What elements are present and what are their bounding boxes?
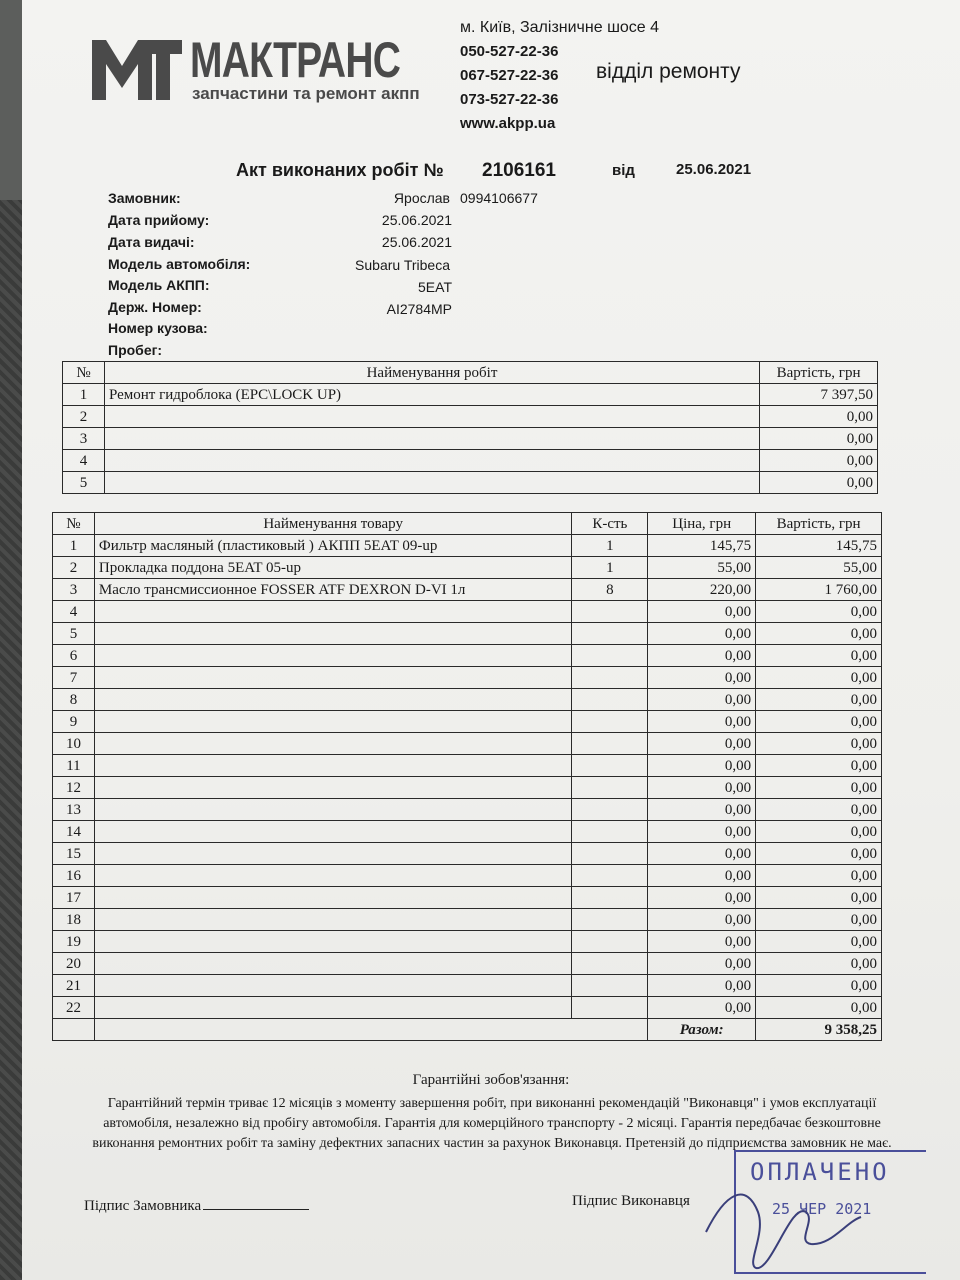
works-cell-cost: 0,00 — [760, 428, 878, 450]
goods-cell-price: 0,00 — [648, 843, 756, 865]
works-row — [63, 406, 878, 428]
goods-cell-qty — [572, 953, 648, 975]
goods-row — [53, 601, 882, 623]
goods-cell-qty — [572, 711, 648, 733]
goods-cell-name — [94, 953, 572, 975]
goods-cell-no: 14 — [53, 821, 95, 843]
goods-cell-cost: 0,00 — [756, 777, 882, 799]
works-header-row — [63, 362, 878, 384]
goods-row — [53, 535, 882, 557]
goods-cell-name — [94, 755, 572, 777]
goods-cell-qty: 1 — [572, 557, 648, 579]
goods-cell-no: 17 — [53, 887, 95, 909]
signature-scribble-icon — [696, 1172, 866, 1272]
goods-cell-qty — [572, 601, 648, 623]
goods-cell-name — [94, 997, 572, 1019]
goods-row — [53, 623, 882, 645]
works-cell-name — [104, 428, 759, 450]
goods-cell-name — [94, 711, 572, 733]
goods-cell-name — [94, 601, 572, 623]
works-cell-name: Ремонт гидроблока (EPC\LOCK UP) — [104, 384, 759, 406]
goods-cell-no: 13 — [53, 799, 95, 821]
works-header-cost: Вартість, грн — [760, 362, 878, 384]
goods-header-price: Ціна, грн — [648, 513, 756, 535]
goods-cell-qty — [572, 887, 648, 909]
goods-cell-qty: 1 — [572, 535, 648, 557]
goods-row — [53, 755, 882, 777]
warranty-text: Гарантійний термін триває 12 місяців з моменту завершення робіт, при виконанні рекомендацій "Виконавця" і умов експлуатації автомобіля, незалежно від пробігу автомобіля. Гарантія для комерційного транспорту - 2 місяці. Гарантія передбачає безкоштовне виконання ремонтних робіт та заміну дефектних запасних частин за рахунок Виконавця. Претензій до підприємства замовник не має. — [92, 1096, 892, 1151]
works-cell-name — [104, 406, 759, 428]
goods-cell-qty — [572, 623, 648, 645]
goods-cell-cost: 0,00 — [756, 667, 882, 689]
goods-row — [53, 975, 882, 997]
goods-cell-no: 15 — [53, 843, 95, 865]
goods-header-qty: К-сть — [572, 513, 648, 535]
goods-cell-cost: 0,00 — [756, 601, 882, 623]
goods-cell-cost: 0,00 — [756, 843, 882, 865]
goods-cell-name — [94, 887, 572, 909]
brand-name: МАКТРАНС — [190, 32, 401, 88]
goods-cell-name: Масло трансмиссионное FOSSER ATF DEXRON D-VI 1л — [94, 579, 572, 601]
goods-cell-no: 5 — [53, 623, 95, 645]
goods-row — [53, 865, 882, 887]
total-label: Разом: — [648, 1019, 756, 1041]
goods-cell-cost: 0,00 — [756, 975, 882, 997]
goods-cell-price: 0,00 — [648, 799, 756, 821]
goods-cell-price: 0,00 — [648, 755, 756, 777]
goods-cell-qty — [572, 997, 648, 1019]
goods-cell-name — [94, 623, 572, 645]
goods-cell-no: 16 — [53, 865, 95, 887]
goods-cell-name — [94, 821, 572, 843]
goods-cell-name — [94, 645, 572, 667]
goods-row — [53, 689, 882, 711]
goods-cell-qty — [572, 909, 648, 931]
goods-header-name: Найменування товару — [94, 513, 572, 535]
goods-cell-price: 0,00 — [648, 645, 756, 667]
stamp-date: 25 ЧЕР 2021 — [772, 1200, 872, 1218]
company-logo — [92, 32, 452, 112]
works-header-name: Найменування робіт — [104, 362, 759, 384]
goods-cell-cost: 0,00 — [756, 865, 882, 887]
goods-cell-no: 3 — [53, 579, 95, 601]
goods-cell-no: 20 — [53, 953, 95, 975]
works-cell-no: 2 — [63, 406, 105, 428]
goods-cell-price: 0,00 — [648, 601, 756, 623]
info-value-received: 25.06.2021 — [381, 212, 452, 228]
goods-cell-name: Фильтр масляный (пластиковый ) АКПП 5EAT 09-up — [94, 535, 572, 557]
works-table — [62, 361, 878, 494]
goods-row — [53, 667, 882, 689]
act-from-label: від — [612, 162, 635, 179]
goods-row — [53, 997, 882, 1019]
goods-cell-name — [94, 865, 572, 887]
goods-cell-qty — [572, 799, 648, 821]
goods-cell-price: 0,00 — [648, 623, 756, 645]
works-header-no: № — [63, 362, 105, 384]
company-address: м. Київ, Залізничне шосе 4 — [460, 19, 660, 36]
goods-cell-cost: 0,00 — [756, 645, 882, 667]
goods-table — [52, 512, 882, 1041]
goods-cell-price: 0,00 — [648, 865, 756, 887]
goods-cell-cost: 145,75 — [756, 535, 882, 557]
goods-cell-no: 11 — [53, 755, 95, 777]
info-value-issued: 25.06.2021 — [381, 234, 452, 250]
goods-header-row — [53, 513, 882, 535]
works-cell-cost: 0,00 — [760, 406, 878, 428]
goods-row — [53, 843, 882, 865]
works-cell-cost: 0,00 — [760, 472, 878, 494]
goods-row — [53, 931, 882, 953]
info-label-customer: Замовник: — [108, 190, 181, 206]
works-cell-no: 1 — [63, 384, 105, 406]
goods-cell-cost: 0,00 — [756, 733, 882, 755]
goods-cell-cost: 0,00 — [756, 689, 882, 711]
goods-cell-price: 0,00 — [648, 909, 756, 931]
logo-mark-icon — [92, 36, 182, 100]
goods-cell-no: 1 — [53, 535, 95, 557]
website: www.akpp.ua — [460, 115, 556, 132]
info-label-gearbox: Модель АКПП: — [108, 277, 210, 293]
goods-row — [53, 733, 882, 755]
info-label-vin: Номер кузова: — [108, 320, 208, 336]
goods-cell-price: 0,00 — [648, 997, 756, 1019]
goods-row — [53, 799, 882, 821]
goods-cell-qty: 8 — [572, 579, 648, 601]
goods-cell-no: 8 — [53, 689, 95, 711]
client-signature-label: Підпис Замовника — [84, 1198, 202, 1214]
info-label-plate: Держ. Номер: — [108, 299, 202, 315]
stamp-word: ОПЛАЧЕНО — [750, 1158, 890, 1186]
executor-signature-label: Підпис Виконавця — [572, 1193, 690, 1209]
goods-cell-cost: 0,00 — [756, 887, 882, 909]
goods-cell-price: 0,00 — [648, 777, 756, 799]
works-row — [63, 472, 878, 494]
goods-cell-qty — [572, 755, 648, 777]
goods-cell-price: 0,00 — [648, 689, 756, 711]
goods-cell-price: 0,00 — [648, 711, 756, 733]
goods-header-cost: Вартість, грн — [756, 513, 882, 535]
act-title: Акт виконаних робіт № — [236, 160, 444, 180]
goods-row — [53, 579, 882, 601]
goods-cell-cost: 55,00 — [756, 557, 882, 579]
phone-2: 067-527-22-36 — [460, 67, 559, 84]
goods-cell-cost: 0,00 — [756, 821, 882, 843]
goods-row — [53, 953, 882, 975]
info-label-issued: Дата видачі: — [108, 234, 195, 250]
goods-cell-name — [94, 777, 572, 799]
goods-cell-price: 145,75 — [648, 535, 756, 557]
goods-row — [53, 909, 882, 931]
goods-cell-no: 10 — [53, 733, 95, 755]
act-number: 2106161 — [482, 160, 556, 181]
goods-cell-no: 12 — [53, 777, 95, 799]
department-label: відділ ремонту — [596, 60, 741, 83]
goods-cell-price: 0,00 — [648, 887, 756, 909]
goods-total-row — [53, 1019, 882, 1041]
goods-cell-name — [94, 689, 572, 711]
goods-cell-name — [94, 975, 572, 997]
goods-cell-qty — [572, 843, 648, 865]
goods-cell-qty — [572, 821, 648, 843]
info-value-customer-phone: 0994106677 — [460, 190, 538, 206]
goods-cell-cost: 0,00 — [756, 623, 882, 645]
goods-cell-qty — [572, 865, 648, 887]
goods-cell-qty — [572, 645, 648, 667]
goods-cell-name — [94, 931, 572, 953]
goods-cell-name — [94, 733, 572, 755]
works-cell-cost: 0,00 — [760, 450, 878, 472]
goods-cell-price: 0,00 — [648, 821, 756, 843]
works-cell-no: 5 — [63, 472, 105, 494]
info-label-mileage: Пробег: — [108, 342, 163, 358]
goods-cell-no: 18 — [53, 909, 95, 931]
goods-cell-cost: 0,00 — [756, 953, 882, 975]
goods-cell-cost: 0,00 — [756, 909, 882, 931]
goods-cell-price: 55,00 — [648, 557, 756, 579]
works-row — [63, 384, 878, 406]
goods-cell-no: 2 — [53, 557, 95, 579]
works-cell-no: 3 — [63, 428, 105, 450]
goods-cell-name — [94, 667, 572, 689]
total-value: 9 358,25 — [756, 1019, 882, 1041]
phone-3: 073-527-22-36 — [460, 91, 559, 108]
goods-cell-cost: 0,00 — [756, 931, 882, 953]
paid-stamp — [734, 1150, 926, 1274]
goods-cell-name: Прокладка поддона 5EAT 05-up — [94, 557, 572, 579]
goods-cell-qty — [572, 777, 648, 799]
works-cell-cost: 7 397,50 — [760, 384, 878, 406]
goods-cell-price: 0,00 — [648, 931, 756, 953]
goods-cell-name — [94, 909, 572, 931]
goods-cell-no: 19 — [53, 931, 95, 953]
info-label-received: Дата прийому: — [108, 212, 210, 228]
goods-row — [53, 711, 882, 733]
brand-tagline: запчастини та ремонт акпп — [192, 84, 420, 103]
goods-row — [53, 557, 882, 579]
info-value-gearbox: 5EAT — [418, 279, 452, 295]
goods-cell-qty — [572, 667, 648, 689]
total-empty-no — [53, 1019, 95, 1041]
phone-1: 050-527-22-36 — [460, 43, 559, 60]
info-label-car-model: Модель автомобіля: — [108, 256, 251, 272]
works-cell-name — [104, 472, 759, 494]
document-page — [22, 0, 960, 1280]
goods-cell-price: 0,00 — [648, 733, 756, 755]
goods-row — [53, 645, 882, 667]
goods-cell-qty — [572, 689, 648, 711]
goods-row — [53, 821, 882, 843]
info-value-plate: AI2784MP — [386, 301, 452, 317]
goods-cell-qty — [572, 931, 648, 953]
goods-cell-price: 0,00 — [648, 975, 756, 997]
client-signature — [84, 1198, 309, 1215]
goods-cell-price: 0,00 — [648, 667, 756, 689]
goods-cell-no: 4 — [53, 601, 95, 623]
total-empty-name — [94, 1019, 647, 1041]
goods-row — [53, 777, 882, 799]
goods-row — [53, 887, 882, 909]
goods-cell-no: 9 — [53, 711, 95, 733]
goods-cell-qty — [572, 975, 648, 997]
works-cell-no: 4 — [63, 450, 105, 472]
goods-header-no: № — [53, 513, 95, 535]
goods-cell-cost: 0,00 — [756, 755, 882, 777]
goods-cell-name — [94, 799, 572, 821]
goods-cell-price: 220,00 — [648, 579, 756, 601]
works-row — [63, 428, 878, 450]
goods-cell-no: 22 — [53, 997, 95, 1019]
works-row — [63, 450, 878, 472]
goods-cell-name — [94, 843, 572, 865]
info-value-car-model: Subaru Tribeca — [355, 257, 450, 273]
goods-cell-cost: 0,00 — [756, 711, 882, 733]
act-date: 25.06.2021 — [676, 161, 752, 178]
warranty-title: Гарантійні зобов'язання: — [412, 1072, 570, 1088]
client-signature-line — [203, 1209, 309, 1210]
goods-cell-no: 21 — [53, 975, 95, 997]
goods-cell-no: 7 — [53, 667, 95, 689]
goods-cell-cost: 1 760,00 — [756, 579, 882, 601]
goods-cell-qty — [572, 733, 648, 755]
goods-cell-price: 0,00 — [648, 953, 756, 975]
goods-cell-cost: 0,00 — [756, 997, 882, 1019]
info-value-customer: Ярослав — [393, 190, 450, 206]
works-cell-name — [104, 450, 759, 472]
goods-cell-cost: 0,00 — [756, 799, 882, 821]
goods-cell-no: 6 — [53, 645, 95, 667]
